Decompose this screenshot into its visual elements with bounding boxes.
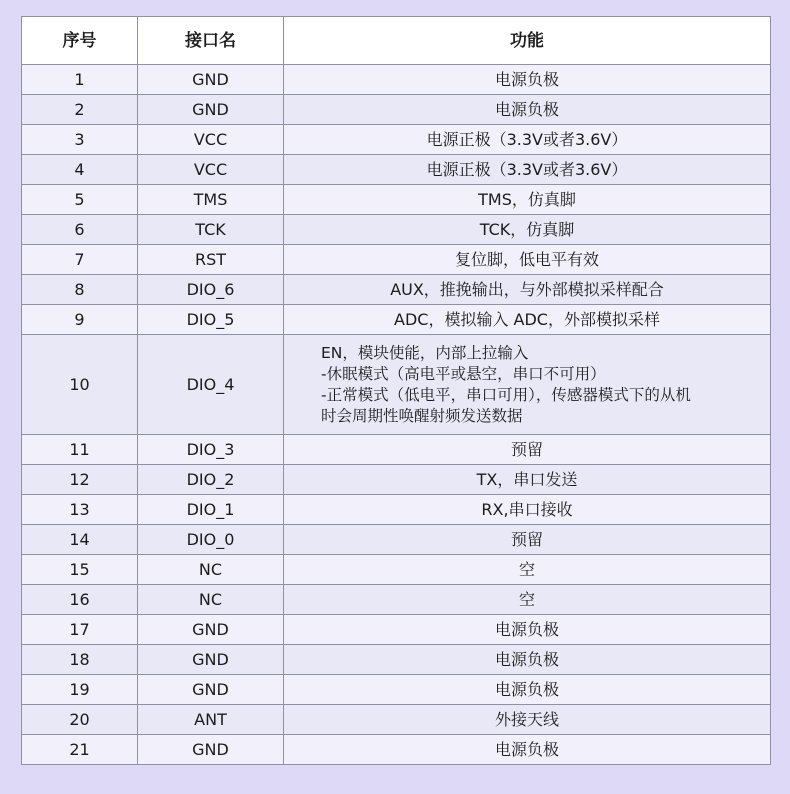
header-serial-number: 序号 (22, 17, 138, 65)
cell-interface-name: ANT (138, 705, 284, 735)
cell-serial-number: 13 (22, 495, 138, 525)
cell-serial-number: 11 (22, 435, 138, 465)
cell-function: TMS，仿真脚 (284, 185, 771, 215)
function-line: -休眠模式（高电平或悬空，串口不可用） (321, 364, 606, 383)
cell-function: ADC，模拟输入 ADC，外部模拟采样 (284, 305, 771, 335)
table-row (22, 155, 771, 185)
cell-serial-number: 4 (22, 155, 138, 185)
cell-interface-name: DIO_0 (138, 525, 284, 555)
function-line: 时会周期性唤醒射频发送数据 (321, 406, 523, 425)
table-row (22, 675, 771, 705)
cell-interface-name: DIO_2 (138, 465, 284, 495)
cell-function: 电源负极 (284, 615, 771, 645)
table-row (22, 435, 771, 465)
cell-serial-number: 20 (22, 705, 138, 735)
table-row (22, 275, 771, 305)
cell-interface-name: VCC (138, 125, 284, 155)
cell-serial-number: 7 (22, 245, 138, 275)
cell-function: 电源正极（3.3V或者3.6V） (284, 155, 771, 185)
header-function: 功能 (284, 17, 771, 65)
cell-serial-number: 14 (22, 525, 138, 555)
cell-function: 电源负极 (284, 95, 771, 125)
function-line: EN，模块使能，内部上拉输入 (321, 343, 529, 362)
cell-interface-name: NC (138, 555, 284, 585)
cell-function: TCK，仿真脚 (284, 215, 771, 245)
cell-function: 空 (284, 585, 771, 615)
cell-serial-number: 17 (22, 615, 138, 645)
cell-serial-number: 5 (22, 185, 138, 215)
cell-interface-name: GND (138, 675, 284, 705)
cell-interface-name: TMS (138, 185, 284, 215)
cell-function: 预留 (284, 435, 771, 465)
cell-serial-number: 18 (22, 645, 138, 675)
cell-interface-name: GND (138, 95, 284, 125)
table-row (22, 65, 771, 95)
cell-interface-name: DIO_4 (138, 335, 284, 435)
cell-serial-number: 8 (22, 275, 138, 305)
table-row (22, 585, 771, 615)
cell-function: 电源负极 (284, 735, 771, 765)
cell-serial-number: 9 (22, 305, 138, 335)
cell-function: 电源负极 (284, 675, 771, 705)
table-row (22, 525, 771, 555)
header-interface-name: 接口名 (138, 17, 284, 65)
cell-interface-name: DIO_3 (138, 435, 284, 465)
table-row (22, 95, 771, 125)
cell-function: TX，串口发送 (284, 465, 771, 495)
cell-serial-number: 3 (22, 125, 138, 155)
cell-interface-name: GND (138, 645, 284, 675)
cell-interface-name: GND (138, 65, 284, 95)
table-row (22, 185, 771, 215)
cell-serial-number: 10 (22, 335, 138, 435)
cell-interface-name: DIO_5 (138, 305, 284, 335)
cell-interface-name: NC (138, 585, 284, 615)
table-row (22, 645, 771, 675)
table-row (22, 465, 771, 495)
table-row (22, 735, 771, 765)
cell-function: 复位脚，低电平有效 (284, 245, 771, 275)
cell-interface-name: GND (138, 735, 284, 765)
cell-interface-name: RST (138, 245, 284, 275)
table-row (22, 705, 771, 735)
function-line: -正常模式（低电平，串口可用），传感器模式下的从机 (321, 385, 691, 404)
cell-function: 空 (284, 555, 771, 585)
cell-function: RX,串口接收 (284, 495, 771, 525)
cell-serial-number: 19 (22, 675, 138, 705)
cell-function: 电源负极 (284, 65, 771, 95)
table-row (22, 335, 771, 435)
table-row (22, 555, 771, 585)
cell-interface-name: DIO_1 (138, 495, 284, 525)
cell-interface-name: GND (138, 615, 284, 645)
table-row (22, 495, 771, 525)
table-row (22, 615, 771, 645)
table-row (22, 245, 771, 275)
cell-function: 电源负极 (284, 645, 771, 675)
cell-function: AUX，推挽输出，与外部模拟采样配合 (284, 275, 771, 305)
cell-serial-number: 6 (22, 215, 138, 245)
cell-serial-number: 2 (22, 95, 138, 125)
table-header-row (22, 17, 771, 65)
table-row (22, 305, 771, 335)
cell-serial-number: 15 (22, 555, 138, 585)
cell-serial-number: 1 (22, 65, 138, 95)
table-row (22, 215, 771, 245)
cell-function-multiline (284, 335, 771, 435)
cell-function: 预留 (284, 525, 771, 555)
table-row (22, 125, 771, 155)
cell-function: 外接天线 (284, 705, 771, 735)
cell-interface-name: DIO_6 (138, 275, 284, 305)
cell-serial-number: 16 (22, 585, 138, 615)
pin-definition-table (21, 16, 771, 765)
cell-interface-name: TCK (138, 215, 284, 245)
cell-serial-number: 12 (22, 465, 138, 495)
cell-interface-name: VCC (138, 155, 284, 185)
cell-serial-number: 21 (22, 735, 138, 765)
cell-function: 电源正极（3.3V或者3.6V） (284, 125, 771, 155)
